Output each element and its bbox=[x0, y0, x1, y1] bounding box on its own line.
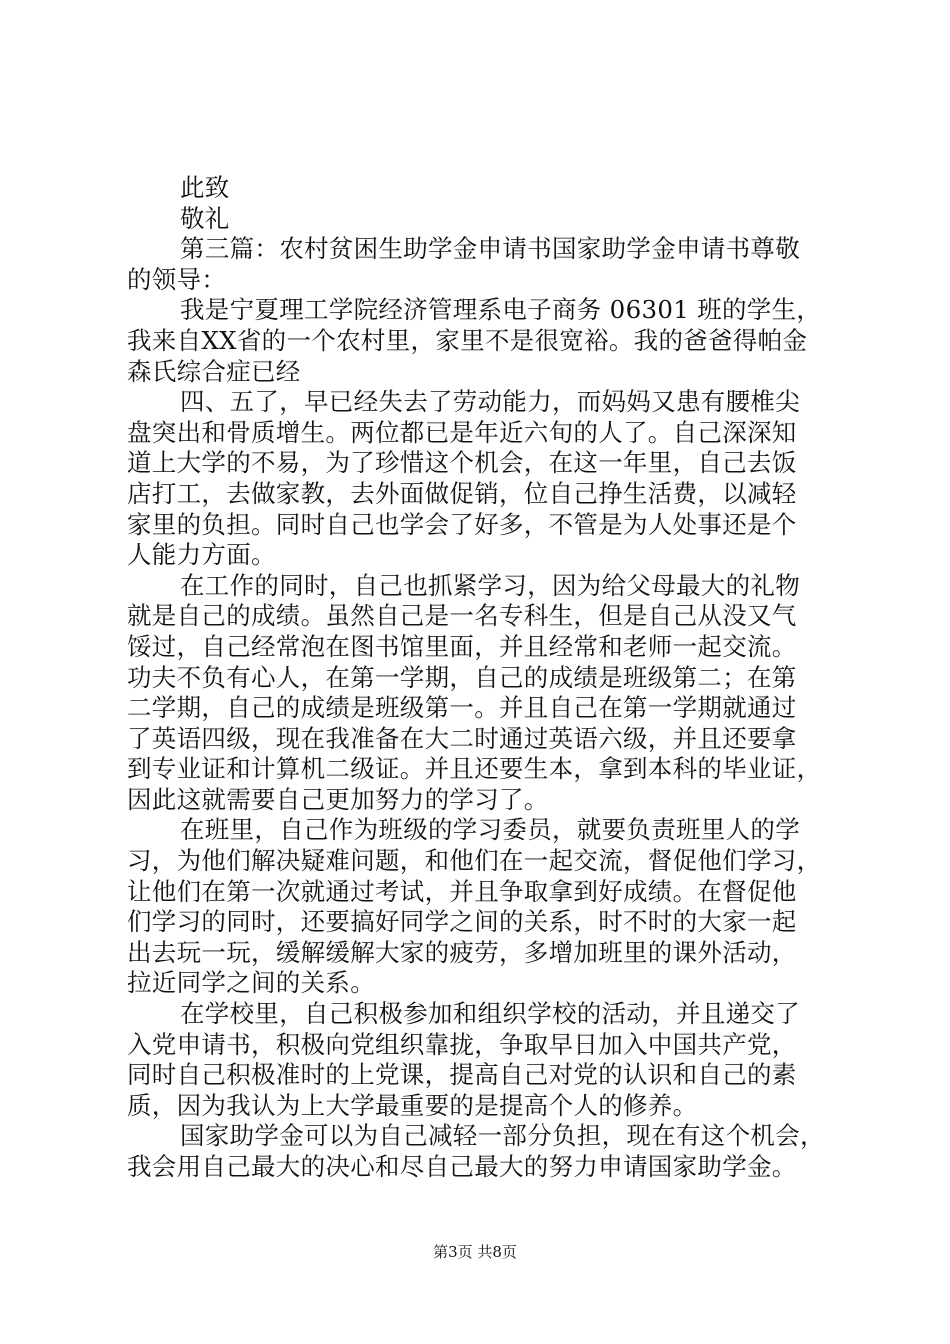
text-line: 我是宁夏理工学院经济管理系电子商务 06301 班的学生， bbox=[180, 295, 822, 325]
text-line: 店打工，去做家教，去外面做促销，位自己挣生活费，以减轻 bbox=[127, 478, 797, 508]
text-line: 盘突出和骨质增生。两位都已是年近六旬的人了。自己深深知 bbox=[127, 417, 797, 447]
page-footer: 第3页 共8页 bbox=[433, 1243, 517, 1261]
text-line: 第三篇：农村贫困生助学金申请书国家助学金申请书尊敬 bbox=[180, 234, 800, 264]
text-line: 在班里，自己作为班级的学习委员，就要负责班里人的学 bbox=[180, 815, 800, 845]
text-line: 二学期，自己的成绩是班级第一。并且自己在第一学期就通过 bbox=[127, 693, 797, 723]
text-line: 到专业证和计算机二级证。并且还要生本，拿到本科的毕业证， bbox=[127, 754, 822, 784]
text-line: 四、五了，早已经失去了劳动能力，而妈妈又患有腰椎尖 bbox=[180, 387, 800, 417]
text-line: 功夫不负有心人，在第一学期，自己的成绩是班级第二；在第 bbox=[127, 662, 797, 692]
text-line: 们学习的同时，还要搞好同学之间的关系，时不时的大家一起 bbox=[127, 907, 797, 937]
text-line: 同时自己积极准时的上党课，提高自己对党的认识和自己的素 bbox=[127, 1060, 797, 1090]
text-line: 习，为他们解决疑难问题，和他们在一起交流，督促他们学习， bbox=[127, 846, 822, 876]
text-line: 就是自己的成绩。虽然自己是一名专科生，但是自己从没又气 bbox=[127, 601, 797, 631]
text-line: 敬礼 bbox=[180, 203, 230, 233]
text-line: 了英语四级，现在我准备在大二时通过英语六级，并且还要拿 bbox=[127, 723, 797, 753]
text-line: 此致 bbox=[180, 173, 230, 202]
text-line: 拉近同学之间的关系。 bbox=[127, 968, 375, 998]
text-line: 质，因为我认为上大学最重要的是提高个人的修养。 bbox=[127, 1090, 698, 1120]
text-line: 我会用自己最大的决心和尽自己最大的努力申请国家助学金。 bbox=[127, 1152, 797, 1181]
text-line: 入党申请书，积极向党组织靠拢，争取早日加入中国共产党， bbox=[127, 1029, 797, 1059]
text-line: 因此这就需要自己更加努力的学习了。 bbox=[127, 784, 549, 814]
text-line: 家里的负担。同时自己也学会了好多，不管是为人处事还是个 bbox=[127, 509, 797, 539]
text-line: 在学校里，自己积极参加和组织学校的活动，并且递交了 bbox=[180, 999, 800, 1029]
text-line: 出去玩一玩，缓解缓解大家的疲劳，多增加班里的课外活动， bbox=[127, 937, 797, 967]
text-line: 让他们在第一次就通过考试，并且争取拿到好成绩。在督促他 bbox=[127, 876, 797, 906]
text-line: 的领导： bbox=[127, 264, 227, 294]
text-line: 在工作的同时，自己也抓紧学习，因为给父母最大的礼物 bbox=[180, 570, 800, 600]
text-line: 人能力方面。 bbox=[127, 540, 276, 570]
text-line: 国家助学金可以为自己减轻一部分负担，现在有这个机会， bbox=[180, 1121, 825, 1151]
text-line: 我来自XX省的一个农村里，家里不是很宽裕。我的爸爸得帕金 bbox=[127, 325, 808, 355]
text-line: 道上大学的不易，为了珍惜这个机会，在这一年里，自己去饭 bbox=[127, 448, 797, 478]
document-body bbox=[127, 173, 842, 1183]
text-line: 森氏综合症已经 bbox=[127, 356, 301, 386]
text-line: 馁过，自己经常泡在图书馆里面，并且经常和老师一起交流。 bbox=[127, 631, 797, 661]
